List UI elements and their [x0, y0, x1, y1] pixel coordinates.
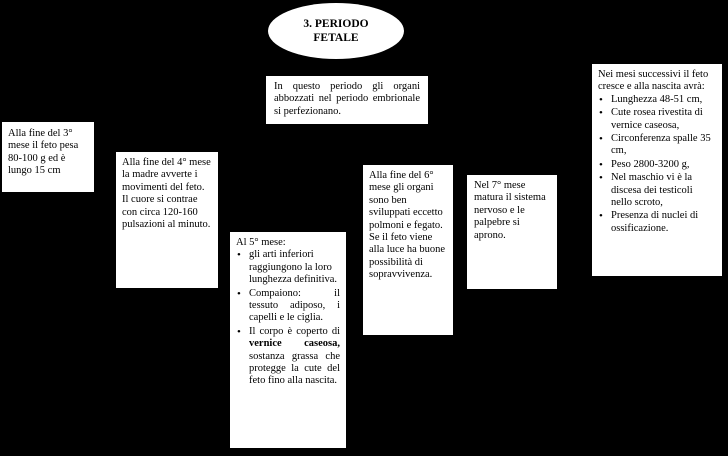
month-3-text: Alla fine del 3° mese il feto pesa 80-100 g ed è lungo 15 cm — [8, 128, 79, 177]
month-5-item: • gli arti inferiori raggiungono la loro lunghezza definitiva. — [236, 249, 340, 286]
birth-box — [592, 64, 722, 276]
month-7-text: Nel 7° mese matura il sistema nervoso e le palpebre si aprono. — [474, 180, 546, 241]
birth-item: • Nel maschio vi è la discesa dei testicoli nello scroto, — [598, 172, 716, 209]
birth-item: • Cute rosea rivestita di vernice caseosa, — [598, 107, 716, 132]
month-4-text-2: Il cuore si contrae con circa 120-160 pulsazioni al minuto. — [122, 194, 211, 231]
month-6-box — [363, 165, 453, 335]
month-6-text-1: Alla fine del 6° mese gli organi sono ben sviluppati eccetto polmoni e fegato. — [369, 170, 443, 231]
title-line-2: FETALE — [313, 32, 359, 44]
birth-list — [598, 94, 716, 235]
month-6-text-2: Se il feto viene alla luce ha buone possibilità di sopravvivenza. — [369, 232, 446, 281]
birth-item: • Peso 2800-3200 g, — [598, 159, 716, 171]
month-3-box — [2, 122, 94, 192]
month-7-box — [467, 175, 557, 289]
month-4-box — [116, 152, 218, 288]
month-5-item: • Il corpo è coperto di vernice caseosa, sostanza grassa che protegge la cute del feto fino alla nascita. — [236, 326, 340, 388]
intro-text: In questo periodo gli organi abbozzati nel periodo embrionale si perfezionano. — [274, 81, 420, 117]
month-4-text-1: Alla fine del 4° mese la madre avverte i movimenti del feto. — [122, 157, 211, 193]
birth-intro: Nei mesi successivi il feto cresce e alla nascita avrà: — [598, 69, 709, 93]
month-5-item: • Compaiono: il tessuto adiposo, i capelli e le ciglia. — [236, 288, 340, 325]
month-5-list — [236, 249, 340, 387]
vernice-caseosa-bold: vernice caseosa, — [249, 338, 340, 350]
title-oval — [268, 3, 404, 59]
intro-box — [266, 76, 428, 124]
month-5-box — [230, 232, 346, 448]
birth-item: • Lunghezza 48-51 cm, — [598, 94, 716, 106]
month-5-heading: Al 5° mese: — [236, 237, 286, 248]
birth-item: • Presenza di nuclei di ossificazione. — [598, 210, 716, 235]
title-line-1: 3. PERIODO — [303, 18, 369, 30]
birth-item: • Circonferenza spalle 35 cm, — [598, 133, 716, 158]
